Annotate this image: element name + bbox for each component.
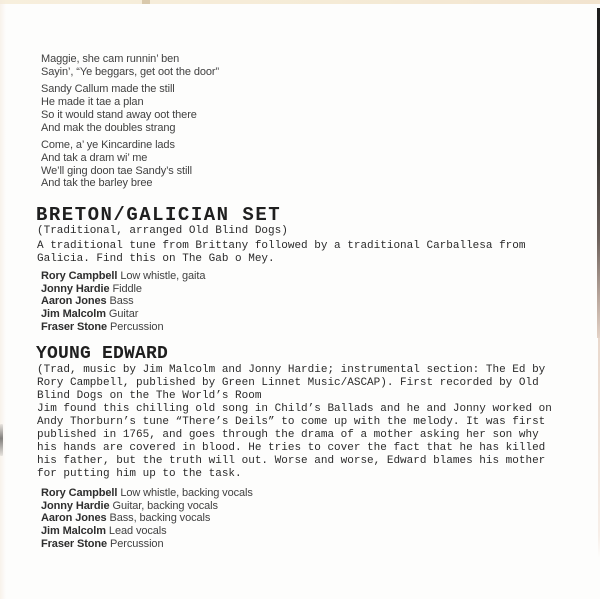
description-line: (Trad, music by Jim Malcolm and Jonny Hardie; instrumental section: The Ed by: [37, 364, 546, 376]
credits-list: [41, 487, 253, 551]
description-line: Blind Dogs on the The World’s Room: [37, 390, 262, 402]
description-line: Jim found this chilling old song in Child’s Ballads and he and Jonny worked on: [37, 403, 552, 415]
section-title-young-edward: YOUNG EDWARD: [36, 344, 169, 364]
description-line: published in 1765, and goes through the drama of a mother asking her son why: [37, 429, 539, 441]
lyric-line: He made it tae a plan: [41, 96, 144, 109]
description-line: Andy Thorburn’s tune “There’s Deils” to come up with the melody. It was first: [37, 416, 546, 428]
credit-row: [41, 538, 253, 551]
credit-role: Bass: [109, 295, 134, 308]
credit-row: [41, 295, 205, 308]
section-description: [37, 364, 552, 481]
lyric-line: Sandy Callum made the still: [41, 83, 175, 96]
description-line: Rory Campbell, published by Green Linnet Music/ASCAP). First recorded by Old: [37, 377, 539, 389]
scan-left-edge-mark: [0, 424, 3, 456]
credit-role: Guitar: [108, 308, 139, 321]
credit-row: [41, 283, 205, 296]
lyric-line: We’ll ging doon tae Sandy’s still: [41, 164, 192, 177]
lyrics-stanza: [41, 53, 219, 78]
credit-row: [41, 500, 253, 513]
credit-name: Fraser Stone: [41, 537, 108, 550]
description-line: A traditional tune from Brittany followed by a traditional Carballesa from: [37, 240, 526, 252]
credit-name: Jonny Hardie: [41, 499, 110, 512]
scan-top-edge-strip: [0, 0, 600, 4]
lyric-line: Come, a’ ye Kincardine lads: [41, 139, 175, 152]
credit-role: Bass, backing vocals: [109, 512, 211, 525]
lyrics-stanza: [41, 83, 219, 134]
lyric-line: And mak the doubles strang: [41, 121, 176, 134]
section-description: [37, 240, 525, 266]
credit-role: Low whistle, backing vocals: [120, 487, 253, 499]
lyrics-block: [41, 53, 219, 195]
credit-role: Low whistle, gaita: [120, 270, 206, 282]
credit-name: Jim Malcolm: [41, 525, 106, 538]
lyrics-stanza: [41, 139, 219, 190]
credit-name: Jonny Hardie: [41, 282, 110, 295]
section-meta-line: (Traditional, arranged Old Blind Dogs): [37, 225, 288, 237]
credit-role: Percussion: [110, 537, 164, 550]
lyric-line: And tak the barley bree: [41, 177, 153, 190]
lyric-line: So it would stand away oot there: [41, 108, 197, 121]
credit-row: [41, 487, 253, 500]
lyric-line: And tak a dram wi’ me: [41, 151, 148, 164]
description-line: his hands are covered in blood. He tries to cover the fact that he has killed: [37, 442, 546, 454]
credit-name: Fraser Stone: [41, 320, 108, 333]
credit-name: Jim Malcolm: [41, 308, 106, 321]
credit-role: Guitar, backing vocals: [112, 499, 218, 512]
description-line: Galicia. Find this on The Gab o Mey.: [37, 253, 275, 265]
credit-role: Lead vocals: [108, 525, 167, 538]
credit-row: [41, 321, 205, 334]
credits-list: [41, 270, 205, 334]
description-line: for putting him up to the task.: [37, 468, 242, 480]
lyric-line: Sayin’, “Ye beggars, get oot the door”: [41, 65, 220, 78]
lyric-line: Maggie, she cam runnin’ ben: [41, 53, 180, 65]
credit-row: [41, 512, 253, 525]
credit-name: Rory Campbell: [41, 487, 118, 499]
credit-name: Aaron Jones: [41, 512, 107, 525]
credit-row: [41, 525, 253, 538]
credit-row: [41, 308, 205, 321]
credit-name: Rory Campbell: [41, 270, 118, 282]
scan-left-edge-tint: [0, 0, 6, 599]
credit-row: [41, 270, 205, 283]
scan-top-edge-tick: [142, 0, 150, 4]
description-line: his father, but the truth will out. Worse and worse, Edward blames his mother: [37, 455, 546, 467]
credit-role: Fiddle: [112, 282, 142, 295]
credit-name: Aaron Jones: [41, 295, 107, 308]
credit-role: Percussion: [110, 320, 164, 333]
section-title-breton-galician-set: BRETON/GALICIAN SET: [36, 204, 282, 226]
